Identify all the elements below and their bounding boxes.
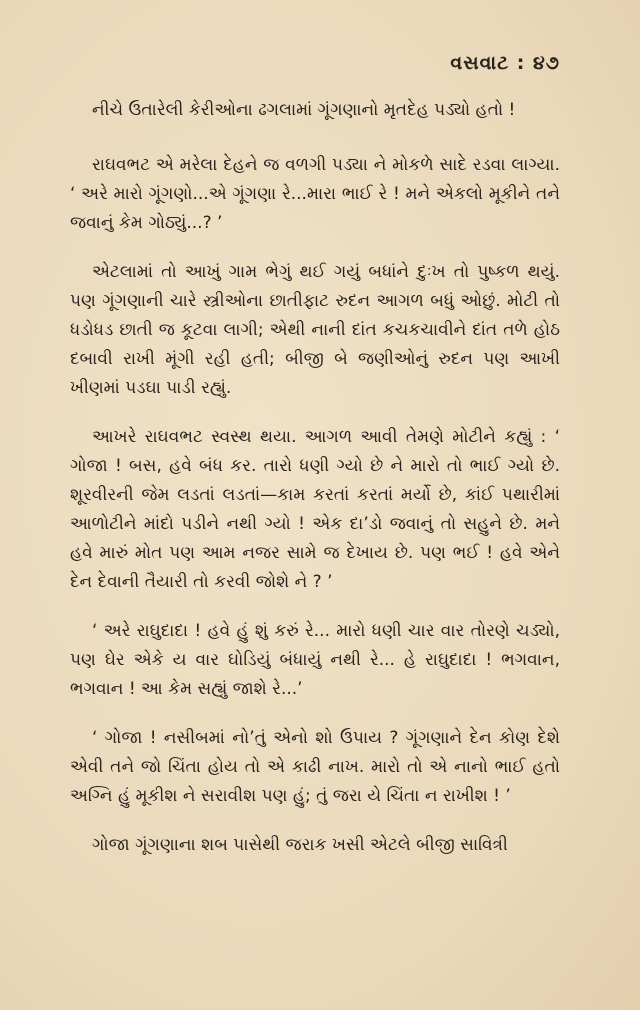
paragraph-5: ‘ અરે રાઘુદાદા ! હવે હું શું કરું રે... મારો ધણી ચાર વાર તોરણે ચડ્યો, પણ ઘેર એકે ય વાર ઘોડિયું બંધાયું નથી રે... હે રાઘુદાદા ! ભગવાન, ભગવાન ! આ કેમ સહ્યું જાશે રે...’ <box>70 621 560 699</box>
paragraph-3: એટલામાં તો આખું ગામ ભેગું થઈ ગયું બધાંને દુઃખ તો પુષ્કળ થયું. પણ ગૂંગણાની ચારે સ્ત્રીઓના છાતીફાટ રુદન આગળ બધું ઓછું. મોટી તો ધડોધડ છાતી જ કૂટવા લાગી; એથી નાની દાંત કચકચાવીને દાંત તળે હોઠ દબાવી રાખી મૂંગી રહી હતી; બીજી બે જણીઓનું રુદન પણ આખી ખીણમાં પડઘા પાડી રહ્યું. <box>70 262 560 398</box>
paragraph-4: આખરે રાઘવભટ સ્વસ્થ થયા. આગળ આવી તેમણે મોટીને કહ્યું : ‘ ગોજા ! બસ, હવે બંધ કર. તારો ધણી ગ્યો છે ને મારો તો ભાઈ ગ્યો છે. શૂરવીરની જેમ લડતાં લડતાં—કામ કરતાં કરતાં મર્યો છે, કાંઈ પથારીમાં આળોટીને માંદો પડીને નથી ગ્યો ! એક દા’ડો જવાનું તો સહુને છે. મને હવે મારું મોત પણ આમ નજર સામે જ દેખાય છે. પણ ભઈ ! હવે એને દેન દેવાની તૈયારી તો કરવી જોશે ને ? ’ <box>70 427 560 592</box>
paragraph-7: ગોજા ગૂંગણાના શબ પાસેથી જરાક ખસી એટલે બીજી સાવિત્રી <box>92 835 508 855</box>
paragraph-1: નીચે ઉતારેલી કેરીઓના ઢગલામાં ગૂંગણાનો મૃતદેહ પડ્યો હતો ! <box>92 100 516 120</box>
paragraph-6: ‘ ગોજા ! નસીબમાં નો’તું એનો શો ઉપાય ? ગૂંગણાને દેન કોણ દેશે એવી તને જો ચિંતા હોય તો એ કાઢી નાખ. મારો તો એ નાનો ભાઈ હતો અગ્નિ હું મૂકીશ ને સરાવીશ પણ હું; તું જરા યે ચિંતા ન રાખીશ ! ’ <box>70 728 560 806</box>
paragraph-2: રાઘવભટ એ મરેલા દેહને જ વળગી પડ્યા ને મોકળે સાદે રડવા લાગ્યા. ‘ અરે મારો ગૂંગણો...એ ગૂંગણા રે...મારા ભાઈ રે ! મને એકલો મૂકીને તને જવાનું કેમ ગોઠ્યું...? ’ <box>70 155 560 233</box>
running-header: વસવાટ : ૪૭ <box>450 52 560 74</box>
